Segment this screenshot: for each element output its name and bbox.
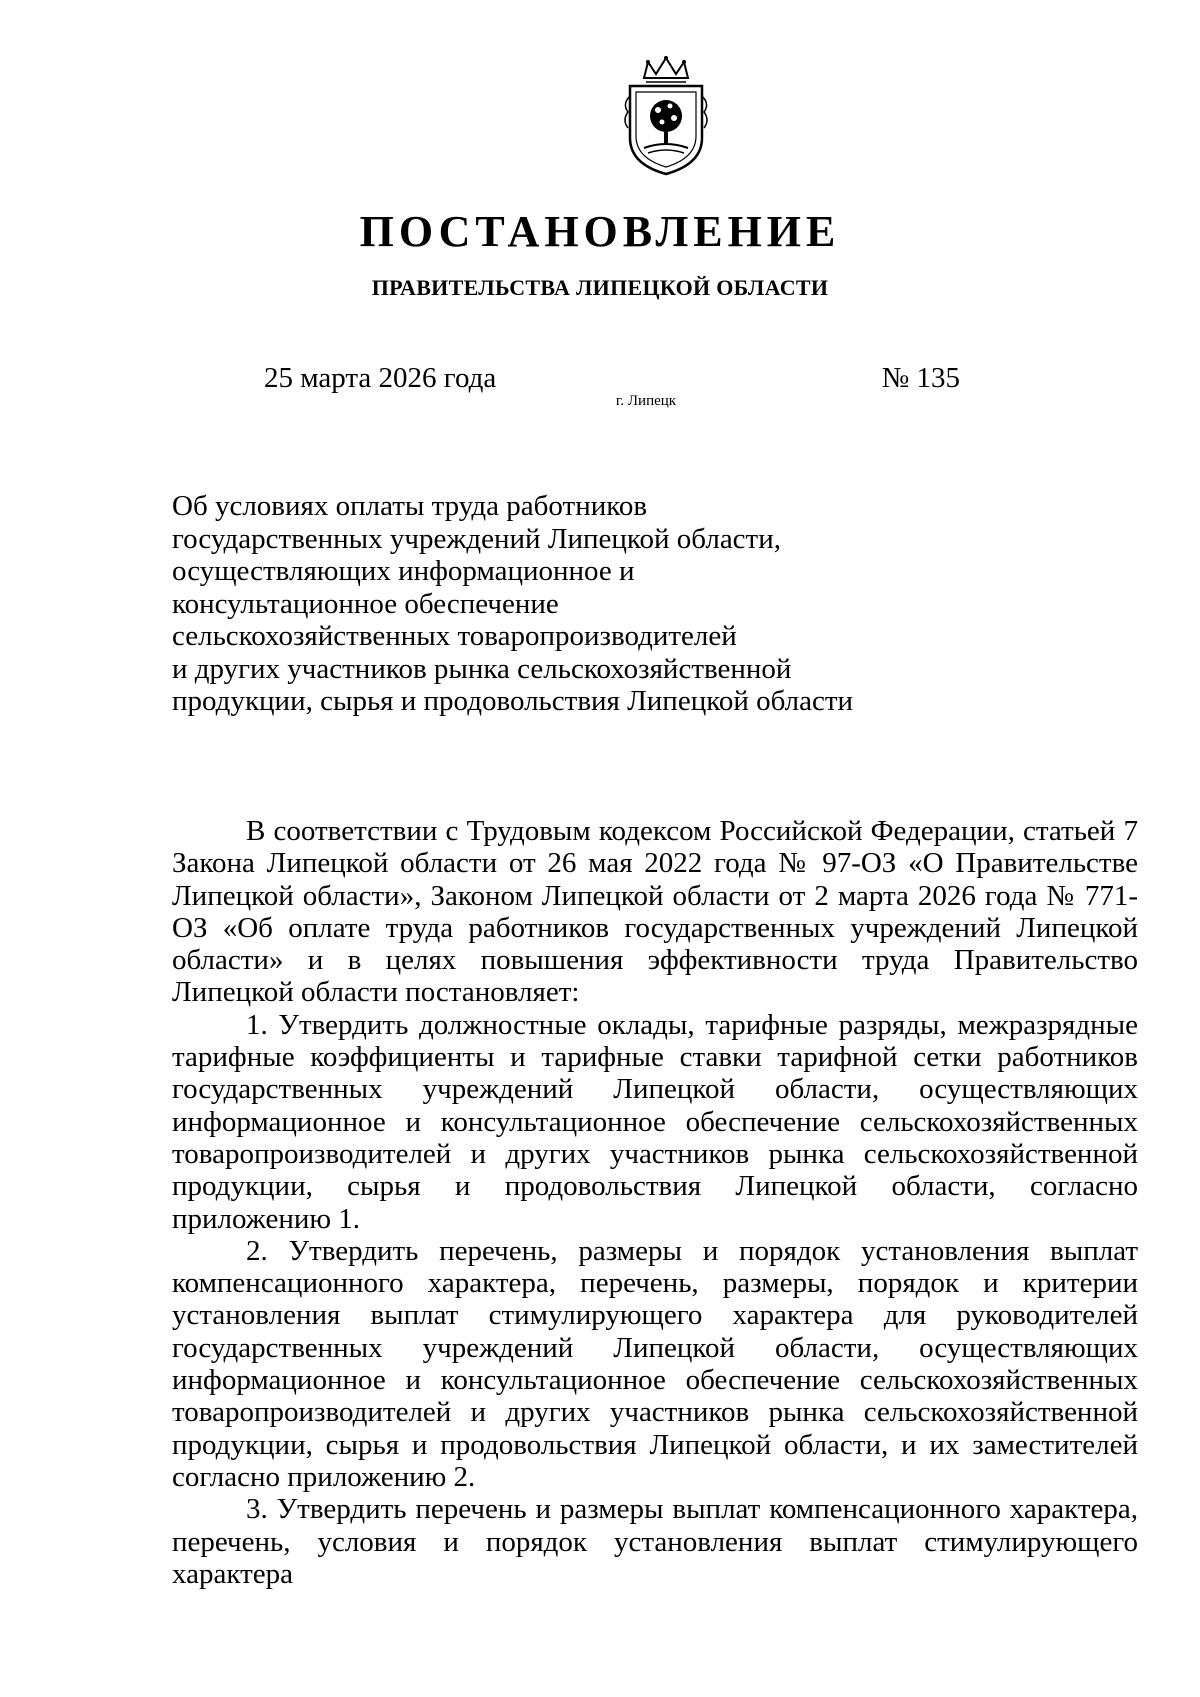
clause-1: 1. Утвердить должностные оклады, тарифные разряды, межразрядные тарифные коэффициенты и тарифные ставки тарифной сетки работников государственных учреждений Липецкой области, осуществляющих информационное и консультационное обеспечение сельскохозяйственных товаропроизводителей и других участников рынка сельскохозяйственной продукции, сырья и продовольствия Липецкой области, согласно приложению 1. <box>172 1008 1138 1235</box>
subject-line: сельскохозяйственных товаропроизводителей <box>172 620 737 652</box>
subject-line: осуществляющих информационное и <box>172 555 635 587</box>
document-number: № 135 <box>881 362 960 394</box>
clause-3: 3. Утвердить перечень и размеры выплат компенсационного характера, перечень, условия и порядок установления выплат стимулирующего характера <box>172 1493 1138 1590</box>
document-subject <box>172 490 932 718</box>
document-date: 25 марта 2026 года <box>264 362 497 394</box>
subject-line: Об условиях оплаты труда работников <box>172 490 648 522</box>
document-title: ПОСТАНОВЛЕНИЕ <box>359 207 841 256</box>
document-city: г. Липецк <box>615 393 677 409</box>
coat-of-arms-icon <box>618 56 714 180</box>
clause-2: 2. Утвердить перечень, размеры и порядок установления выплат компенсационного характера, перечень, размеры, порядок и критерии установления выплат стимулирующего характера для руководителей государственных учреждений Липецкой области, осуществляющих информационное и консультационное обеспечение сельскохозяйственных товаропроизводителей и других участников рынка сельскохозяйственной продукции, сырья и продовольствия Липецкой области, и их заместителей согласно приложению 2. <box>172 1234 1138 1493</box>
subject-line: и других участников рынка сельскохозяйственной <box>172 652 792 685</box>
preamble-paragraph: В соответствии с Трудовым кодексом Российской Федерации, статьей 7 Закона Липецкой области от 26 мая 2022 года № 97-ОЗ «О Правительстве Липецкой области», Законом Липецкой области от 2 марта 2026 года № 771-ОЗ «Об оплате труда работников государственных учреждений Липецкой области» и в целях повышения эффективности труда Правительство Липецкой области постановляет: <box>172 815 1138 1009</box>
subject-line: государственных учреждений Липецкой области, <box>172 522 781 555</box>
subject-line: продукции, сырья и продовольствия Липецкой области <box>172 685 854 717</box>
document-body <box>172 815 1138 1590</box>
subject-line: консультационное обеспечение <box>172 587 559 620</box>
issuing-authority: ПРАВИТЕЛЬСТВА ЛИПЕЦКОЙ ОБЛАСТИ <box>371 275 829 300</box>
